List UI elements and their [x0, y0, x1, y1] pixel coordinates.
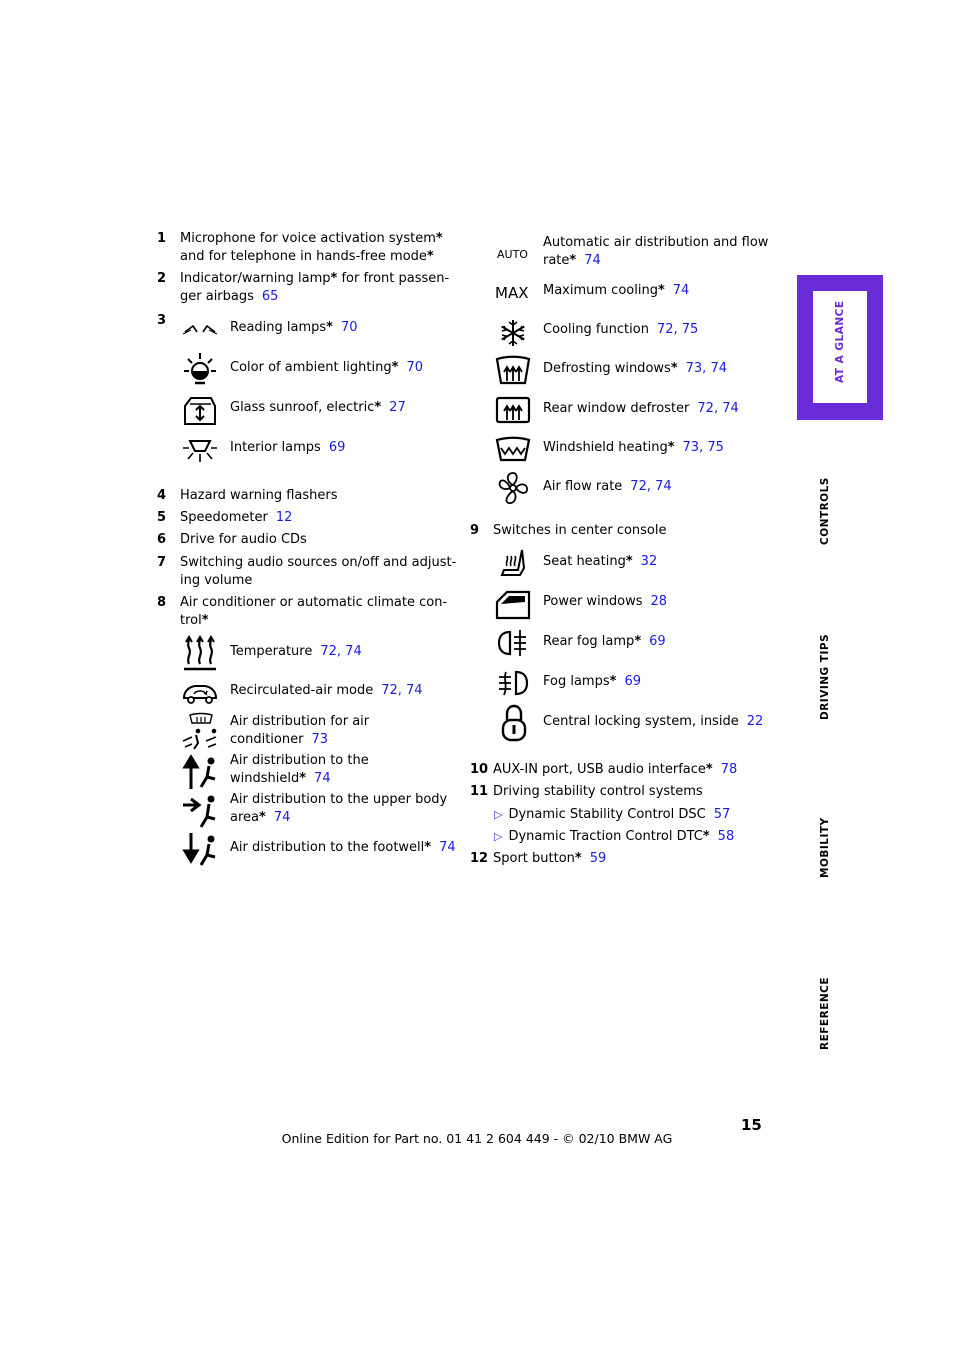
page-link[interactable]: 58 — [717, 829, 735, 844]
bullet-triangle-icon: ▷ — [494, 808, 503, 821]
tab-reference[interactable]: REFERENCE — [819, 976, 831, 1050]
item-text: Maximum cooling — [543, 283, 658, 298]
air-distribution-ac-icon — [180, 711, 222, 751]
item-text: AUX-IN port, USB audio interface — [493, 762, 706, 777]
separator: , — [336, 644, 346, 659]
item-text: Recirculated-air mode — [230, 683, 374, 698]
windshield-heating-icon — [495, 436, 531, 464]
defrost-windows-icon — [495, 355, 531, 387]
optional-star: * — [702, 829, 710, 844]
air-windshield-icon — [181, 753, 221, 791]
optional-star: * — [705, 762, 713, 777]
page-link[interactable]: 75 — [707, 440, 724, 455]
page-link[interactable]: 73 — [682, 440, 700, 455]
separator: , — [646, 479, 656, 494]
reading-lamp-icon — [181, 314, 219, 344]
item-text: Sport button — [493, 851, 575, 866]
item-text: and for telephone in hands-free mode — [180, 248, 427, 264]
item-center-console: Switches in center console — [493, 523, 667, 538]
item-text: Glass sunroof, electric — [230, 400, 375, 415]
item-number: 1 — [157, 231, 167, 246]
tab-mobility[interactable]: MOBILITY — [819, 817, 831, 878]
bullet-triangle-icon: ▷ — [494, 830, 503, 843]
item-text: Power windows — [543, 594, 643, 609]
optional-star: * — [634, 634, 642, 649]
page-link[interactable]: 72 — [697, 401, 714, 416]
item-air-distribution-ac — [230, 713, 369, 748]
item-text: Central locking system, inside — [543, 714, 739, 729]
page-link[interactable]: 75 — [681, 322, 699, 337]
optional-star: * — [424, 840, 432, 855]
rear-fog-icon — [496, 628, 530, 658]
item-text: Air distribution to the upper body — [230, 792, 448, 807]
item-airbag-lamp — [180, 270, 449, 305]
page-link[interactable]: 27 — [389, 400, 406, 415]
item-text: ger airbags — [180, 288, 254, 304]
item-text: windshield — [230, 770, 300, 786]
interior-lamp-icon — [181, 433, 219, 465]
item-text: Rear fog lamp — [543, 634, 635, 649]
item-stability: Driving stability control systems — [493, 784, 703, 799]
item-rear-defroster — [543, 400, 739, 418]
item-fog-lamps — [543, 673, 641, 691]
item-windshield-heating — [543, 439, 724, 457]
item-glass-sunroof — [230, 399, 406, 417]
item-text: Fog lamps — [543, 674, 610, 689]
item-text: Interior lamps — [230, 440, 321, 455]
item-hazard: Hazard warning flashers — [180, 488, 338, 503]
page-link[interactable]: 74 — [722, 401, 739, 416]
item-text: Speedometer — [180, 510, 268, 525]
item-climate — [180, 594, 447, 629]
page-link[interactable]: 74 — [345, 644, 362, 659]
item-air-flow-rate — [543, 478, 672, 496]
page-link[interactable]: 74 — [273, 809, 291, 825]
item-recirculated-air — [230, 682, 423, 700]
air-upper-body-icon — [181, 793, 221, 831]
page-link[interactable]: 72 — [320, 644, 337, 659]
item-number: 10 — [470, 762, 489, 777]
page-link[interactable]: 74 — [406, 683, 423, 698]
optional-star: * — [259, 809, 266, 825]
rear-defroster-icon — [495, 395, 531, 425]
auto-icon: AUTO — [497, 248, 528, 261]
tab-at-a-glance[interactable] — [797, 275, 883, 420]
page-link[interactable]: 69 — [649, 634, 666, 649]
item-text: Windshield heating — [543, 440, 668, 455]
item-text: Air distribution to the — [230, 753, 369, 768]
item-number: 5 — [157, 510, 167, 525]
page-link[interactable]: 73 — [311, 731, 328, 747]
item-power-windows — [543, 593, 667, 611]
item-seat-heating — [543, 553, 657, 571]
page-link[interactable]: 12 — [275, 510, 293, 525]
page-number: 15 — [741, 1116, 762, 1134]
item-number: 12 — [470, 851, 489, 866]
item-text: conditioner — [230, 731, 304, 747]
snowflake-icon — [498, 318, 528, 348]
optional-star: * — [330, 271, 338, 286]
page-link[interactable]: 70 — [340, 320, 358, 335]
optional-star: * — [569, 252, 577, 268]
page-link[interactable]: 69 — [328, 440, 346, 455]
page-link[interactable]: 59 — [589, 851, 607, 866]
page-link[interactable]: 72 — [630, 479, 647, 494]
page-link[interactable]: 69 — [624, 674, 641, 689]
item-cooling — [543, 321, 698, 339]
item-text: Automatic air distribution and flow — [543, 235, 769, 250]
page-link[interactable]: 74 — [439, 840, 456, 855]
item-text: Air conditioner or automatic climate con- — [180, 595, 448, 610]
item-speedometer — [180, 509, 292, 527]
item-air-upper-body — [230, 791, 447, 826]
item-air-footwell — [230, 839, 456, 857]
item-text: Temperature — [230, 644, 313, 659]
item-number: 4 — [157, 488, 167, 503]
optional-star: * — [609, 674, 617, 689]
tab-label: AT A GLANCE — [834, 300, 846, 383]
tab-driving-tips[interactable]: DRIVING TIPS — [819, 633, 831, 720]
item-reading-lamps — [230, 319, 358, 337]
page-link[interactable]: 74 — [710, 361, 727, 376]
item-defrosting — [543, 360, 727, 378]
sunroof-icon — [181, 392, 219, 428]
page-link[interactable]: 57 — [713, 807, 731, 822]
item-text: trol — [180, 612, 202, 628]
page-link[interactable]: 32 — [640, 554, 658, 569]
page-link[interactable]: 73 — [685, 361, 703, 376]
item-text: Air flow rate — [543, 479, 623, 494]
separator: , — [699, 440, 708, 455]
item-number: 3 — [157, 313, 167, 328]
item-air-windshield — [230, 752, 369, 787]
item-text: Rear window defroster — [543, 401, 690, 416]
item-audio-sources — [180, 554, 456, 589]
tab-inner — [813, 291, 867, 403]
item-rear-fog-lamp — [543, 633, 666, 651]
tab-controls[interactable]: CONTROLS — [819, 477, 831, 545]
page-link[interactable]: 74 — [672, 283, 690, 298]
item-text: Reading lamps — [230, 320, 327, 335]
item-interior-lamps — [230, 439, 345, 457]
item-number: 8 — [157, 595, 167, 610]
item-text: area — [230, 809, 259, 825]
item-number: 7 — [157, 555, 167, 570]
item-text: Indicator/warning lamp — [180, 271, 331, 286]
page-link[interactable]: 72 — [381, 683, 398, 698]
item-text: for front passen- — [337, 271, 450, 286]
fog-lamp-icon — [496, 668, 530, 698]
page-link[interactable]: 74 — [584, 252, 601, 268]
max-icon: MAX — [495, 284, 529, 302]
page-link[interactable]: 74 — [655, 479, 672, 494]
item-auto-distribution — [543, 234, 768, 269]
optional-star: * — [670, 361, 678, 376]
optional-star: * — [201, 612, 209, 628]
item-text: Microphone for voice activation system — [180, 231, 436, 246]
item-text: Seat heating — [543, 554, 626, 569]
air-footwell-icon — [181, 831, 221, 869]
item-text: Defrosting windows — [543, 361, 671, 376]
separator: , — [397, 683, 407, 698]
page-link[interactable]: 22 — [746, 714, 764, 729]
seat-heating-icon — [498, 548, 530, 578]
item-text: Air distribution for air — [230, 714, 370, 729]
item-sport-button — [493, 850, 606, 868]
item-text: Color of ambient lighting — [230, 360, 392, 375]
recirculation-icon — [181, 678, 219, 706]
optional-star: * — [326, 320, 333, 335]
separator: , — [702, 361, 711, 376]
item-central-locking — [543, 713, 763, 731]
item-ambient-lighting — [230, 359, 423, 377]
item-text: Dynamic Stability Control DSC — [508, 807, 706, 822]
optional-star: * — [374, 400, 382, 415]
separator: , — [673, 322, 682, 337]
separator: , — [713, 401, 723, 416]
optional-star: * — [667, 440, 675, 455]
optional-star: * — [657, 283, 665, 298]
lock-icon — [500, 704, 528, 742]
item-text: Cooling function — [543, 322, 649, 337]
item-text: ing volume — [180, 572, 253, 588]
page-link[interactable]: 65 — [261, 288, 279, 304]
item-text: rate — [543, 252, 570, 268]
page-link[interactable]: 78 — [720, 762, 738, 777]
item-number: 9 — [470, 523, 480, 538]
item-text: Air distribution to the footwell — [230, 840, 425, 855]
item-dtc — [494, 828, 734, 846]
item-cd-drive: Drive for audio CDs — [180, 532, 307, 547]
power-window-icon — [495, 588, 531, 620]
optional-star: * — [299, 770, 307, 786]
optional-star: * — [426, 248, 434, 264]
temperature-icon — [181, 634, 219, 672]
fan-icon — [496, 470, 530, 506]
item-aux-usb — [493, 761, 737, 779]
item-microphone — [180, 230, 443, 265]
item-max-cooling — [543, 282, 689, 300]
page-link[interactable]: 74 — [314, 770, 331, 786]
optional-star: * — [574, 851, 582, 866]
ambient-light-icon — [182, 350, 218, 388]
item-number: 2 — [157, 271, 167, 286]
page-link[interactable]: 28 — [650, 594, 668, 609]
item-text: Dynamic Traction Control DTC — [508, 829, 703, 844]
item-temperature — [230, 643, 362, 661]
item-text: Switching audio sources on/off and adjust- — [180, 555, 457, 570]
item-number: 6 — [157, 532, 167, 547]
page-link[interactable]: 72 — [656, 322, 674, 337]
footer-text: Online Edition for Part no. 01 41 2 604 449 - © 02/10 BMW AG — [281, 1131, 673, 1146]
optional-star: * — [625, 554, 633, 569]
item-dsc — [494, 806, 730, 824]
optional-star: * — [391, 360, 399, 375]
item-number: 11 — [470, 784, 489, 799]
page-link[interactable]: 70 — [406, 360, 423, 375]
optional-star: * — [435, 231, 443, 246]
